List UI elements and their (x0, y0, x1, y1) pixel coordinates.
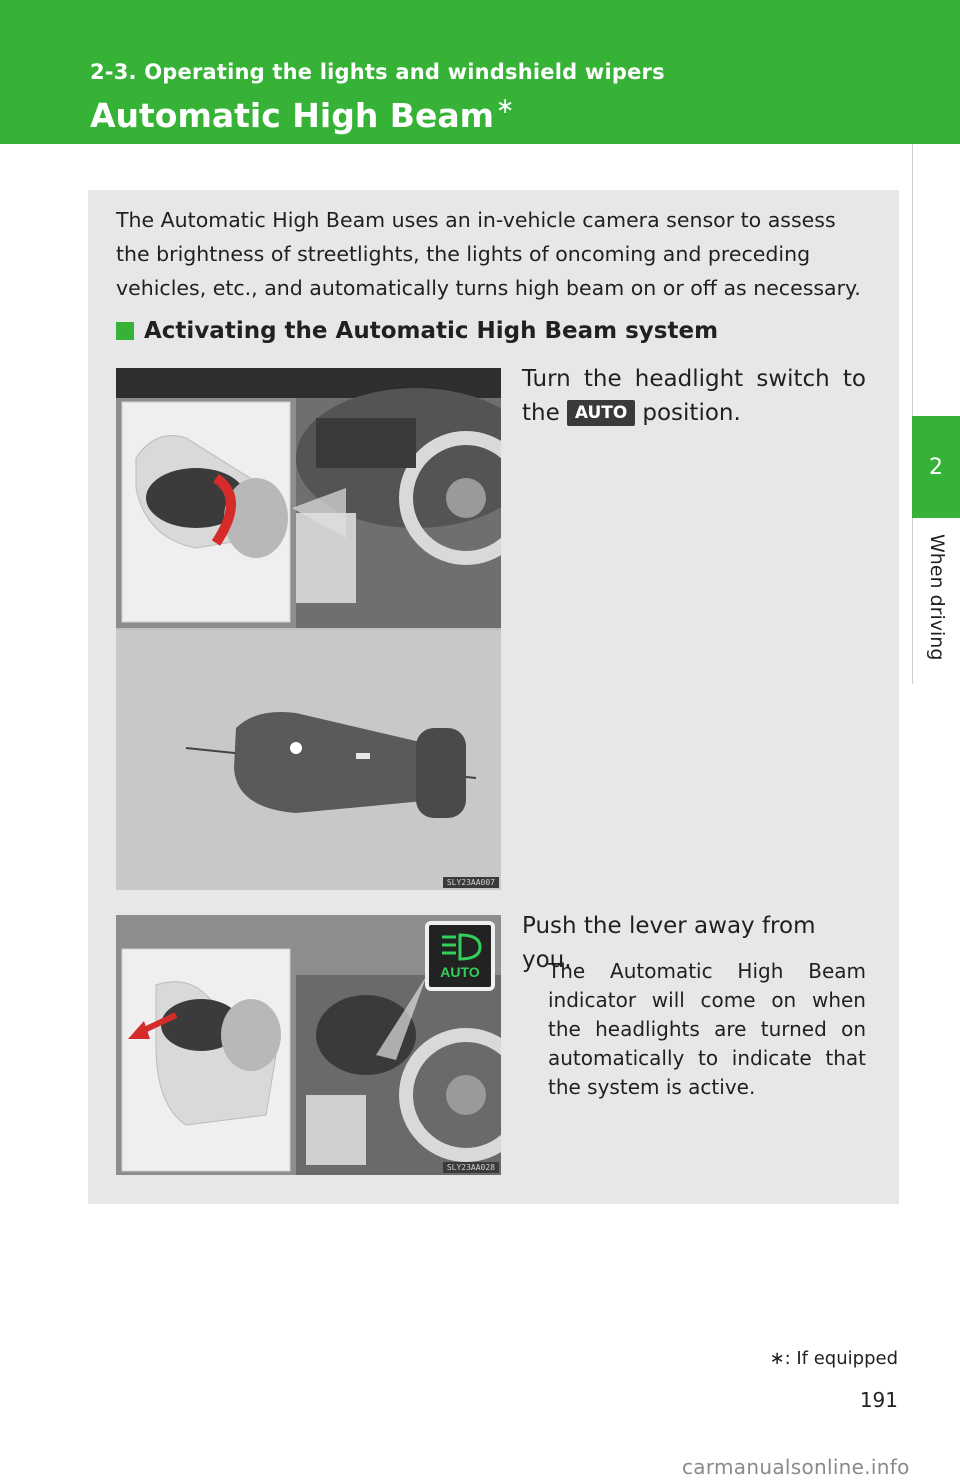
step-1-text-before: Turn the headlight switch to the (522, 366, 866, 426)
footnote: ∗: If equipped (769, 1348, 898, 1369)
page-number: 191 (859, 1388, 898, 1412)
page-title (90, 94, 514, 135)
auto-switch-icon: AUTO (567, 400, 635, 426)
step-2-figure-code: SLY23AA028 (443, 1162, 499, 1173)
step-2-instruction: Push the lever away from you. (522, 913, 816, 973)
auto-indicator-label: AUTO (440, 964, 480, 980)
section-path: 2-3. Operating the lights and windshield wipers (90, 60, 665, 84)
page-title-text: Automatic High Beam (90, 96, 494, 135)
site-watermark: carmanualsonline.info (682, 1455, 910, 1479)
sub-heading (116, 318, 718, 344)
intro-paragraph: The Automatic High Beam uses an in-vehicle camera sensor to assess the brightness of streetlights, the lights of oncoming and preceding vehicles, etc., and automatically turns high beam on or off as necessary. (116, 208, 861, 300)
step-1-instruction (522, 362, 866, 430)
sub-heading-text: Activating the Automatic High Beam system (144, 318, 719, 344)
square-bullet-icon (116, 322, 134, 340)
step-1-illustration (116, 368, 501, 890)
step-2-figure (116, 915, 501, 1175)
step-2-note: The Automatic High Beam indicator will come on when the headlights are turned on automatically to indicate that the system is active. (548, 959, 866, 1099)
step-1-figure (116, 368, 501, 890)
chapter-tab[interactable]: 2 (912, 416, 960, 518)
header-band (0, 0, 960, 148)
if-equipped-mark: ∗ (496, 94, 515, 119)
side-rule (912, 144, 913, 684)
step-1-figure-code: SLY23AA007 (443, 877, 499, 888)
step-2-illustration (116, 915, 501, 1175)
step-1-text-after: position. (642, 400, 741, 426)
chapter-label: When driving (926, 534, 948, 661)
